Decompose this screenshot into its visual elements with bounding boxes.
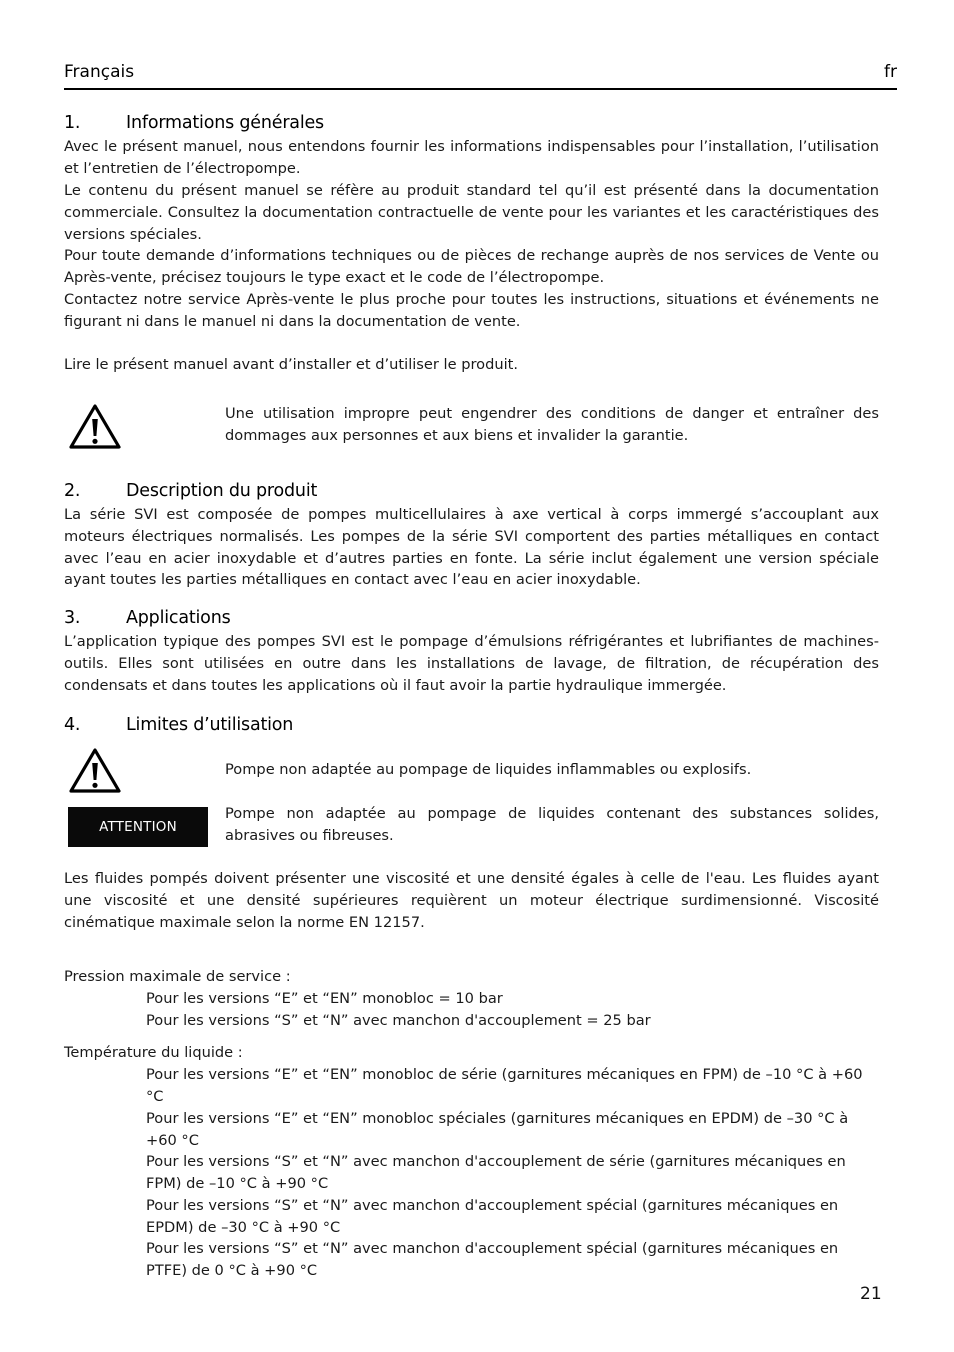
temperature-label: Température du liquide :	[64, 1044, 243, 1061]
attention-badge: ATTENTION	[68, 807, 208, 847]
section-title: Informations générales	[126, 113, 324, 133]
warning-text: Pompe non adaptée au pompage de liquides inflammables ou explosifs.	[225, 761, 752, 778]
section-number: 4.	[64, 715, 81, 735]
pressure-item: Pour les versions “E” et “EN” monobloc = 10 bar	[146, 990, 503, 1007]
section-heading-1	[64, 113, 324, 133]
paragraph: Pour toute demande d’informations techniques ou de pièces de rechange auprès de nos services de Vente ou Après-vente, précisez toujours le type exact et le code de l’électropompe.	[64, 247, 879, 286]
section-title: Description du produit	[126, 481, 318, 501]
header-language: Français	[64, 62, 135, 82]
paragraph: Lire le présent manuel avant d’installer et d’utiliser le produit.	[64, 356, 519, 373]
temperature-item: Pour les versions “S” et “N” avec manchon d'accouplement de série (garnitures mécaniques en FPM) de –10 °C à +90 °C	[146, 1153, 846, 1192]
page-number: 21	[860, 1284, 882, 1304]
section-number: 3.	[64, 608, 81, 628]
warning-text: Une utilisation impropre peut engendrer des conditions de danger et entraîner des dommages aux personnes et aux biens et invalider la garantie.	[225, 405, 879, 444]
section-title: Applications	[126, 608, 231, 628]
paragraph: Les fluides pompés doivent présenter une viscosité et une densité égales à celle de l'eau. Les fluides ayant une viscosité et une densité supérieures requièrent un moteur électrique surdimensionné. Viscosité cinématique maximale selon la norme EN 12157.	[64, 870, 879, 931]
section-title: Limites d’utilisation	[126, 715, 294, 735]
paragraph: L’application typique des pompes SVI est le pompage d’émulsions réfrigérantes et lubrifiantes de machines-outils. Elles sont utilisées en outre dans les installations de lavage, de filtration, de récupération des condensats et dans toutes les applications où il faut avoir la partie hydraulique immergée.	[64, 633, 879, 694]
section-heading-3	[64, 608, 231, 628]
pressure-label: Pression maximale de service :	[64, 968, 291, 985]
header-language-code: fr	[884, 62, 897, 82]
warning-triangle-icon	[68, 747, 122, 795]
paragraph: La série SVI est composée de pompes multicellulaires à axe vertical à corps immergé s’accouplant aux moteurs électriques normalisés. Les pompes de la série SVI comportent des parties métalliques en contact avec l’eau en acier inoxydable et d’autres parties en fonte. La série inclut également une version spéciale ayant toutes les parties métalliques en contact avec l’eau en acier inoxydable.	[64, 506, 879, 589]
warning-triangle-icon	[68, 403, 122, 451]
paragraph: Le contenu du présent manuel se réfère au produit standard tel qu’il est présenté dans la documentation commerciale. Consultez la documentation contractuelle de vente pour les variantes et les caractéristiques des versions spéciales.	[64, 182, 879, 243]
section-heading-2	[64, 481, 317, 501]
temperature-item: Pour les versions “E” et “EN” monobloc de série (garnitures mécaniques en FPM) de –10 °C à +60 °C	[146, 1066, 863, 1105]
attention-text: Pompe non adaptée au pompage de liquides contenant des substances solides, abrasives ou fibreuses.	[225, 805, 879, 844]
temperature-item: Pour les versions “S” et “N” avec manchon d'accouplement spécial (garnitures mécaniques en EPDM) de –30 °C à +90 °C	[146, 1197, 839, 1236]
section-number: 1.	[64, 113, 81, 133]
paragraph: Contactez notre service Après-vente le plus proche pour toutes les instructions, situations et événements ne figurant ni dans le manuel ni dans la documentation de vente.	[64, 291, 879, 330]
pressure-item: Pour les versions “S” et “N” avec manchon d'accouplement = 25 bar	[146, 1012, 651, 1029]
section-heading-4	[64, 715, 293, 735]
temperature-item: Pour les versions “E” et “EN” monobloc spéciales (garnitures mécaniques en EPDM) de –30 °C à +60 °C	[146, 1110, 849, 1149]
page-header	[64, 62, 897, 90]
paragraph: Avec le présent manuel, nous entendons fournir les informations indispensables pour l’installation, l’utilisation et l’entretien de l’électropompe.	[64, 138, 879, 177]
section-number: 2.	[64, 481, 81, 501]
temperature-item: Pour les versions “S” et “N” avec manchon d'accouplement spécial (garnitures mécaniques en PTFE) de 0 °C à +90 °C	[146, 1240, 839, 1279]
